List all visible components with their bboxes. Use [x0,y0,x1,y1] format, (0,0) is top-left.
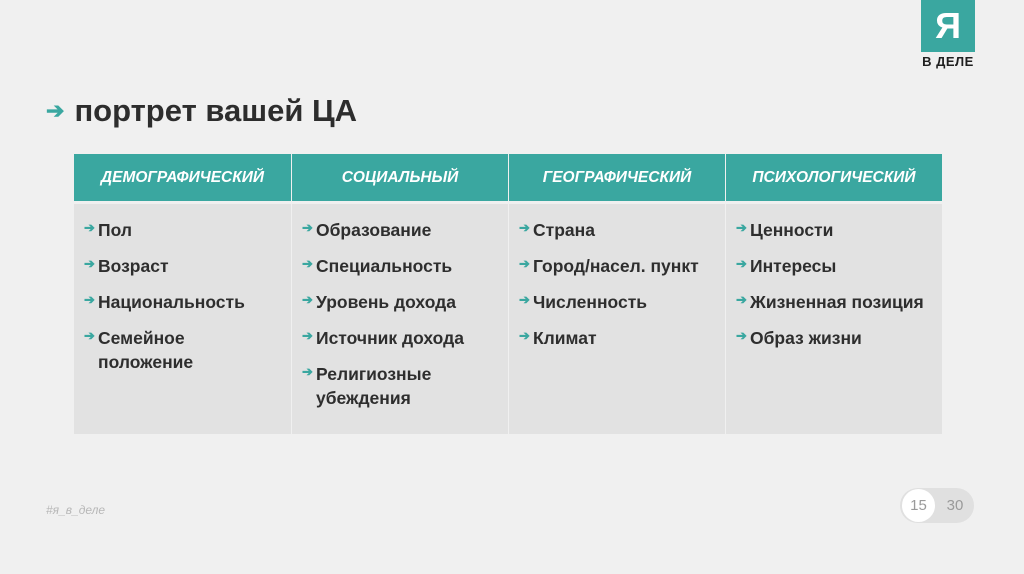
arrow-right-icon: ➔ [84,256,95,271]
slide-title-text: портрет вашей ЦА [74,93,358,128]
list-item: ➔ Жизненная позиция [736,292,924,312]
list-item: ➔ Численность [519,292,648,312]
list-item: ➔ Уровень дохода [302,292,457,312]
list-item: ➔ Страна [519,220,595,240]
list-item: ➔ Интересы [736,256,837,276]
column-header: СОЦИАЛЬНЫЙ [292,154,508,204]
list-item: ➔ Специальность [302,256,453,276]
list-item: ➔ Религиозные убеждения [302,364,432,408]
list-item: ➔ Источник дохода [302,328,464,348]
arrow-right-icon: ➔ [736,220,747,235]
column-body [74,204,291,434]
slide-title [46,93,357,129]
list-item: ➔ Пол [84,220,132,240]
column-social [291,154,508,434]
arrow-right-icon: ➔ [84,220,95,235]
arrow-right-icon: ➔ [46,98,65,123]
column-body [509,204,725,434]
hashtag-label: #я_в_деле [46,503,106,517]
list-item: ➔ Семейное положение [84,328,194,372]
column-header: ПСИХОЛОГИЧЕСКИЙ [726,154,942,204]
logo-subtitle: В ДЕЛЕ [922,54,974,69]
column-psychological [725,154,942,434]
arrow-right-icon: ➔ [519,328,530,343]
page-indicator [900,488,974,523]
arrow-right-icon: ➔ [736,256,747,271]
column-header: ГЕОГРАФИЧЕСКИЙ [509,154,725,204]
arrow-right-icon: ➔ [736,328,747,343]
column-geographic [508,154,725,434]
arrow-right-icon: ➔ [302,328,313,343]
list-item: ➔ Образ жизни [736,328,862,348]
arrow-right-icon: ➔ [519,220,530,235]
arrow-right-icon: ➔ [519,256,530,271]
list-item: ➔ Ценности [736,220,834,240]
arrow-right-icon: ➔ [519,292,530,307]
arrow-right-icon: ➔ [84,328,95,343]
arrow-right-icon: ➔ [84,292,95,307]
current-page: 15 [902,489,935,522]
arrow-right-icon: ➔ [302,256,313,271]
logo-letter: Я [921,0,975,52]
list-item: ➔ Город/насел. пункт [519,256,699,276]
list-item: ➔ Образование [302,220,432,240]
arrow-right-icon: ➔ [302,292,313,307]
segmentation-table [74,154,942,434]
arrow-right-icon: ➔ [302,220,313,235]
column-body [292,204,508,434]
column-demographic [74,154,291,434]
list-item: ➔ Национальность [84,292,245,312]
list-item: ➔ Возраст [84,256,169,276]
arrow-right-icon: ➔ [302,364,313,379]
column-header: ДЕМОГРАФИЧЕСКИЙ [74,154,291,204]
total-pages: 30 [946,497,964,514]
arrow-right-icon: ➔ [736,292,747,307]
list-item: ➔ Климат [519,328,597,348]
column-body [726,204,942,434]
brand-logo [919,0,977,74]
